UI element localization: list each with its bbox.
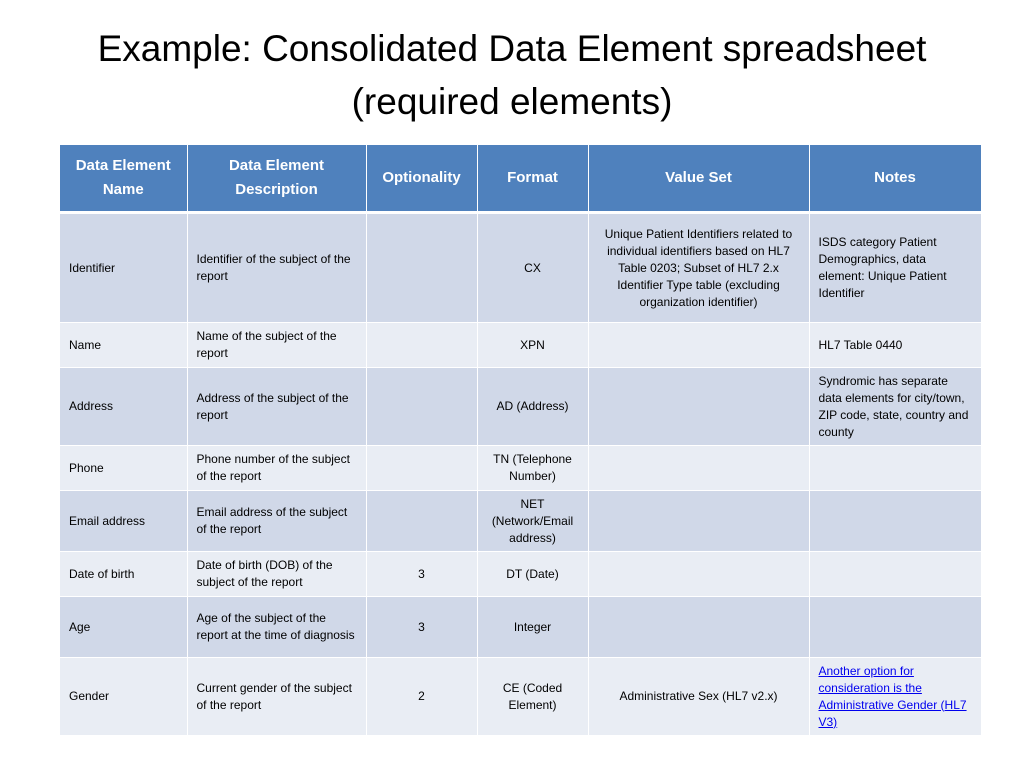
- cell-optionality: 3: [366, 552, 477, 597]
- cell-format: CX: [477, 213, 588, 323]
- cell-name: Gender: [60, 658, 187, 736]
- cell-value-set: [588, 368, 809, 446]
- header-data-element-name: Data Element Name: [60, 145, 187, 213]
- cell-optionality: [366, 368, 477, 446]
- cell-value-set: [588, 446, 809, 491]
- table-row: [60, 552, 981, 597]
- cell-description: Age of the subject of the report at the time of diagnosis: [187, 597, 366, 658]
- cell-value-set: [588, 597, 809, 658]
- header-data-element-description: Data Element Description: [187, 145, 366, 213]
- cell-format: XPN: [477, 323, 588, 368]
- cell-name: Phone: [60, 446, 187, 491]
- table-row: [60, 368, 981, 446]
- cell-optionality: [366, 446, 477, 491]
- cell-notes: HL7 Table 0440: [809, 323, 981, 368]
- cell-format: DT (Date): [477, 552, 588, 597]
- cell-description: Phone number of the subject of the report: [187, 446, 366, 491]
- cell-value-set: [588, 491, 809, 552]
- cell-notes-container: [809, 658, 981, 736]
- cell-format: CE (Coded Element): [477, 658, 588, 736]
- cell-notes: [809, 597, 981, 658]
- cell-optionality: 3: [366, 597, 477, 658]
- cell-notes: [809, 491, 981, 552]
- header-optionality: Optionality: [366, 145, 477, 213]
- cell-description: Email address of the subject of the report: [187, 491, 366, 552]
- data-element-table: [60, 145, 982, 736]
- cell-description: Address of the subject of the report: [187, 368, 366, 446]
- table-header-row: [60, 145, 981, 213]
- cell-notes: ISDS category Patient Demographics, data element: Unique Patient Identifier: [809, 213, 981, 323]
- title-line-2: (required elements): [351, 81, 673, 122]
- cell-format: Integer: [477, 597, 588, 658]
- cell-name: Address: [60, 368, 187, 446]
- page-title: [0, 22, 1024, 128]
- administrative-gender-link[interactable]: Another option for consideration is the Administrative Gender (HL7 V3): [818, 663, 967, 729]
- cell-format: NET (Network/Email address): [477, 491, 588, 552]
- cell-name: Name: [60, 323, 187, 368]
- cell-name: Age: [60, 597, 187, 658]
- header-value-set: Value Set: [588, 145, 809, 213]
- cell-notes: [809, 552, 981, 597]
- header-notes: Notes: [809, 145, 981, 213]
- table-row: [60, 213, 981, 323]
- table-row: [60, 491, 981, 552]
- cell-description: Identifier of the subject of the report: [187, 213, 366, 323]
- cell-optionality: [366, 323, 477, 368]
- header-format: Format: [477, 145, 588, 213]
- cell-value-set: Unique Patient Identifiers related to individual identifiers based on HL7 Table 0203; Subset of HL7 2.x Identifier Type table (excluding organization identifier): [588, 213, 809, 323]
- cell-name: Date of birth: [60, 552, 187, 597]
- cell-format: AD (Address): [477, 368, 588, 446]
- cell-notes: [809, 446, 981, 491]
- cell-optionality: [366, 491, 477, 552]
- cell-description: Date of birth (DOB) of the subject of the report: [187, 552, 366, 597]
- table-row: [60, 323, 981, 368]
- table-row: [60, 446, 981, 491]
- cell-name: Identifier: [60, 213, 187, 323]
- cell-value-set: Administrative Sex (HL7 v2.x): [588, 658, 809, 736]
- cell-value-set: [588, 323, 809, 368]
- cell-format: TN (Telephone Number): [477, 446, 588, 491]
- table-row: [60, 597, 981, 658]
- cell-optionality: [366, 213, 477, 323]
- cell-notes: Syndromic has separate data elements for city/town, ZIP code, state, country and county: [809, 368, 981, 446]
- cell-optionality: 2: [366, 658, 477, 736]
- cell-description: Current gender of the subject of the report: [187, 658, 366, 736]
- cell-description: Name of the subject of the report: [187, 323, 366, 368]
- cell-name: Email address: [60, 491, 187, 552]
- title-line-1: Example: Consolidated Data Element spreadsheet: [97, 28, 927, 69]
- cell-value-set: [588, 552, 809, 597]
- table-row: [60, 658, 981, 736]
